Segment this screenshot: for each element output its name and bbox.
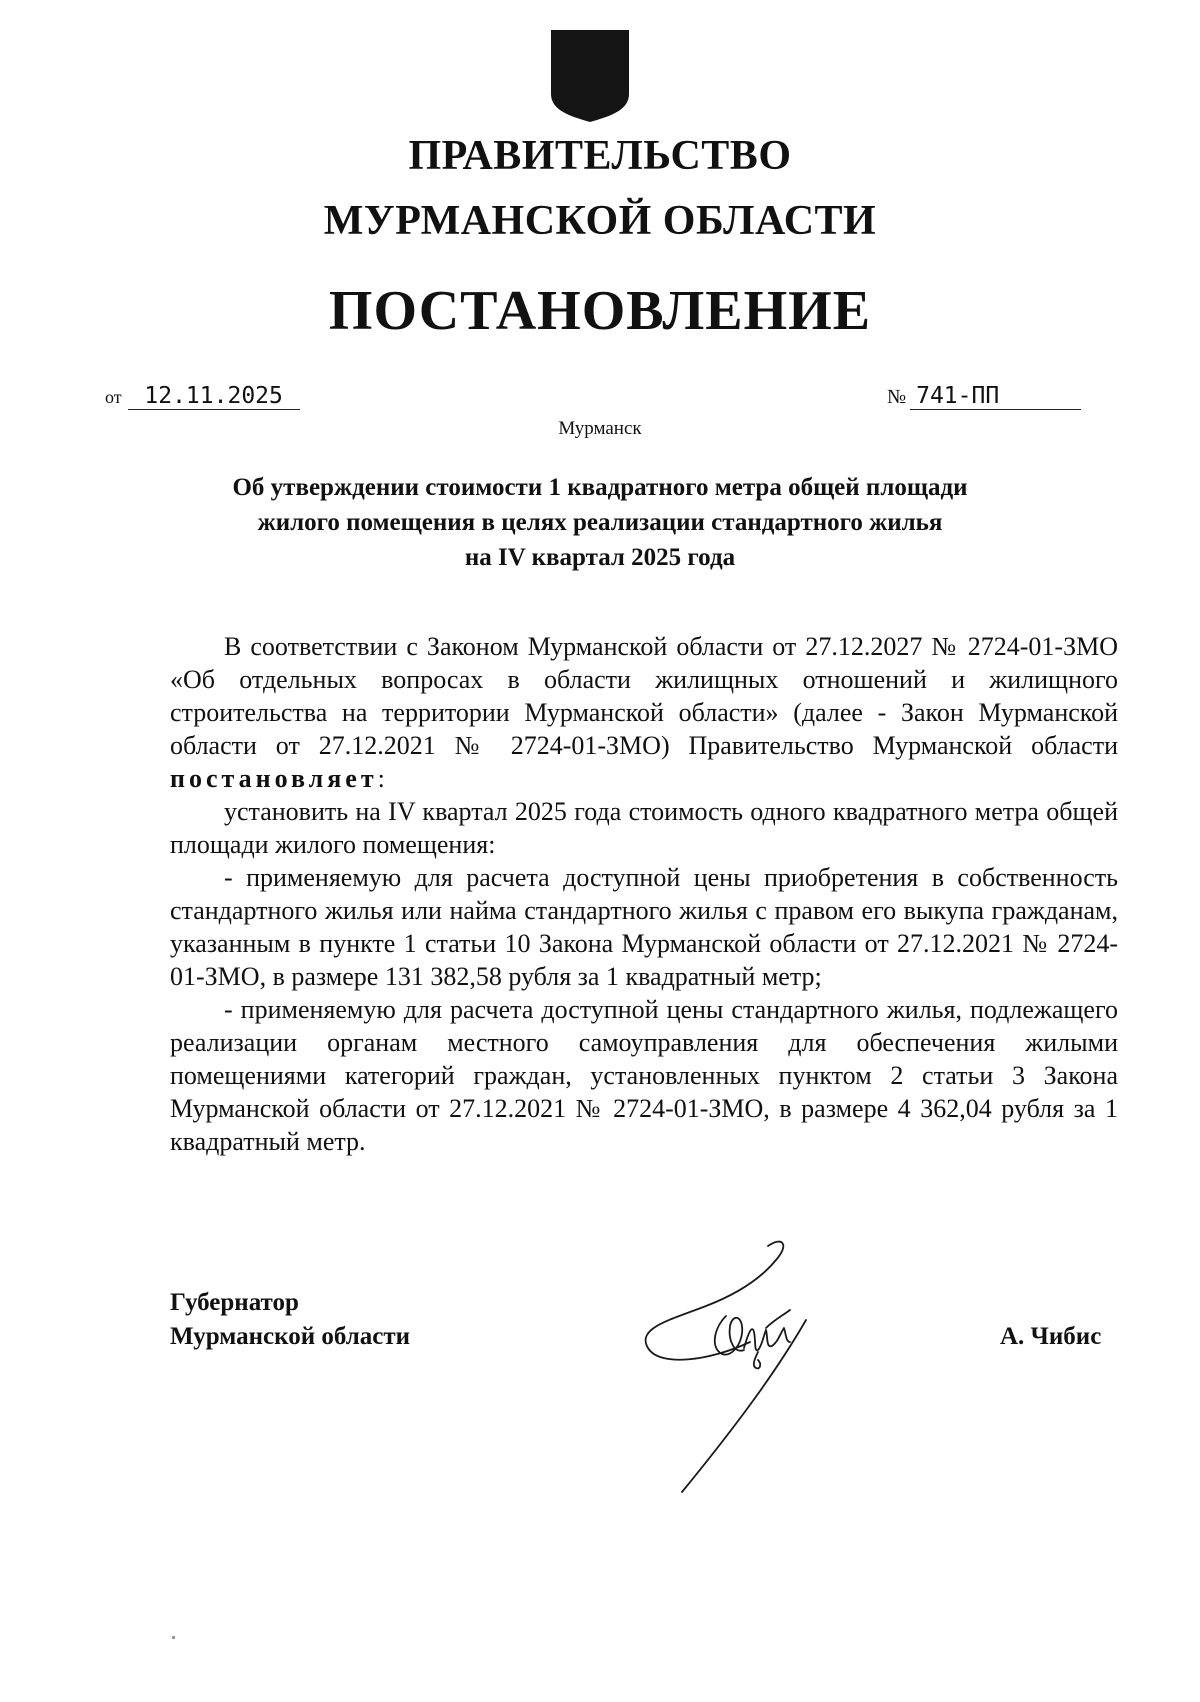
body-paragraph-preamble: [170, 630, 1118, 795]
scan-speck: [172, 1636, 175, 1639]
number-value: 741-ПП: [910, 385, 1081, 410]
coat-of-arms-icon: [549, 28, 631, 124]
signature-mark: [640, 1230, 870, 1510]
title-line: Об утверждении стоимости 1 квадратного метра общей площади: [232, 474, 968, 501]
signer-role-line-2: Мурманской области: [170, 1323, 411, 1350]
document-body: [170, 630, 1118, 1158]
resolution-verb: постановляет: [170, 764, 378, 793]
organization-name-line-1: ПРАВИТЕЛЬСТВО: [408, 133, 792, 179]
body-list-item-1: - применяемую для расчета доступной цены приобретения в собственность стандартного жилья или найма стандартного жилья с правом его выкупа гражданам, указанным в пункте 1 статьи 10 Закона Мурманской области от 27.12.2021 № 2724-01-ЗМО, в размере 131 382,58 рубля за 1 квадратный метр;: [170, 863, 1118, 991]
document-number: [887, 385, 1081, 410]
date-prefix: от: [105, 387, 122, 407]
signer-name: А. Чибис: [1000, 1323, 1102, 1350]
number-prefix: №: [887, 386, 907, 408]
document-title: [150, 470, 1050, 575]
body-list-item-2: - применяемую для расчета доступной цены стандартного жилья, подлежащего реализации органам местного самоуправления для обеспечения жилыми помещениями категорий граждан, установленных пунктом 2 статьи 3 Закона Мурманской области от 27.12.2021 № 2724-01-ЗМО, в размере 4 362,04 рубля за 1 квадратный метр.: [170, 995, 1118, 1156]
body-paragraph-resolution: установить на IV квартал 2025 года стоимость одного квадратного метра общей площади жилого помещения:: [170, 797, 1118, 859]
preamble-colon: :: [377, 764, 385, 793]
date-value: 12.11.2025: [128, 385, 300, 410]
organization-name-line-2: МУРМАНСКОЙ ОБЛАСТИ: [323, 198, 877, 244]
city-name: Мурманск: [558, 418, 642, 439]
title-line: жилого помещения в целях реализации стандартного жилья: [257, 509, 943, 536]
signer-position: [170, 1286, 410, 1354]
title-line: на IV квартал 2025 года: [464, 544, 736, 571]
document-date: [105, 385, 300, 410]
document-type: ПОСТАНОВЛЕНИЕ: [328, 280, 872, 342]
preamble-text: В соответствии с Законом Мурманской области от 27.12.2027 № 2724-01-ЗМО «Об отдельных вопросах в области жилищных отношений и жилищного строительства на территории Мурманской области» (далее - Закон Мурманской области от 27.12.2021 № 2724-01-ЗМО) Правительство Мурманской области: [170, 632, 1118, 760]
signer-role-line-1: Губернатор: [170, 1289, 299, 1316]
